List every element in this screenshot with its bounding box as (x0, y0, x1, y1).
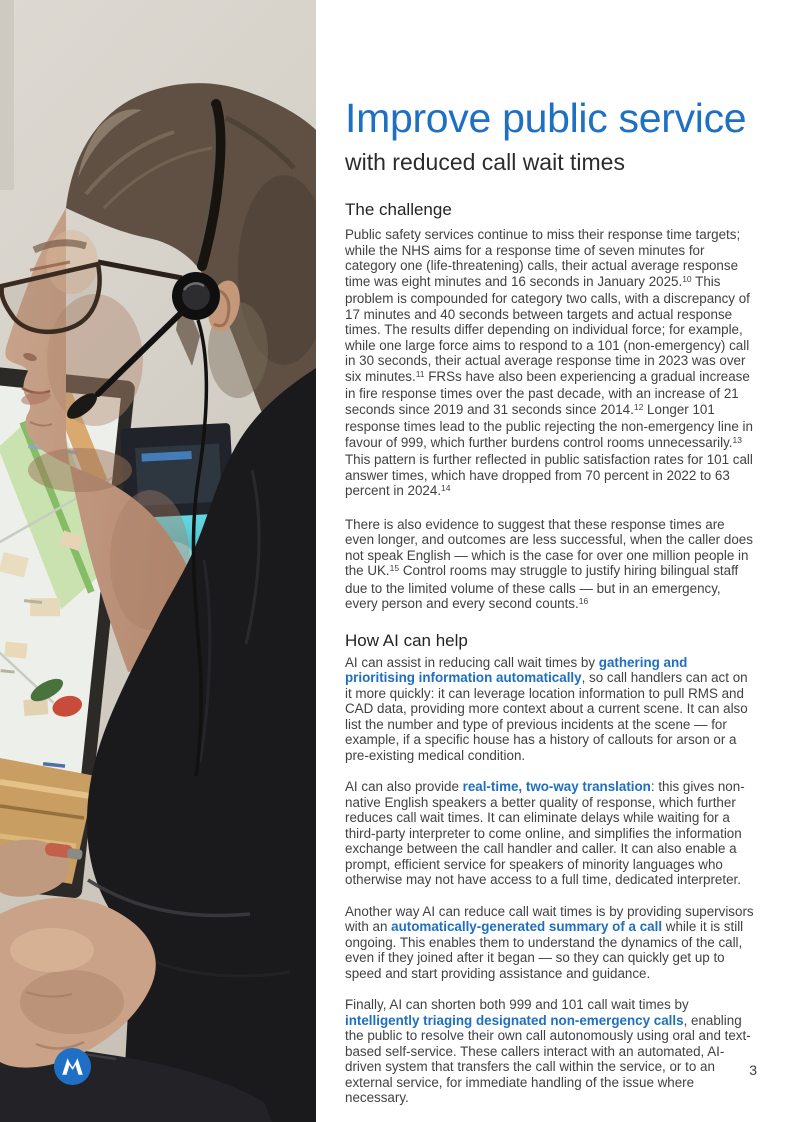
text-run: Finally, AI can shorten both 999 and 101 call wait times by (345, 997, 689, 1012)
text-run: There is also evidence to suggest that these response times are even longer, and outcomes are less successful, when the caller does not speak English — which is the case for over one million people in the UK. (345, 516, 753, 578)
operator-photo-illustration (0, 0, 316, 1122)
paragraph (345, 997, 757, 1106)
operator-photo (0, 0, 316, 1122)
highlighted-phrase: real-time, two-way translation (462, 779, 651, 794)
text-run: , enabling the public to resolve their own call autonomously using oral and text-based self-service. These callers interact with an automated, AI-driven system that transfers the call within the service, or to an external service, for immediate handling of the issue where necessary. (345, 1012, 751, 1105)
section-heading: The challenge (345, 200, 452, 219)
sections-container (345, 199, 757, 1106)
highlighted-phrase: automatically-generated summary of a call (391, 919, 663, 934)
page-subtitle: with reduced call wait times (345, 149, 625, 175)
paragraph (345, 904, 757, 982)
footnote-reference: 16 (578, 596, 589, 606)
footnote-reference: 11 (415, 368, 425, 379)
footnote-reference: 13 (732, 434, 742, 445)
text-run: This pattern is further reflected in public satisfaction rates for 101 call answer times, which have dropped from 70 percent in 2022 to 63 percent in 2024. (345, 452, 753, 498)
motorola-batwing-icon (54, 1048, 91, 1085)
highlighted-phrase: intelligently triaging designated non-emergency calls (345, 1012, 684, 1028)
footnote-reference: 12 (633, 401, 644, 412)
content-section (345, 199, 757, 614)
section-heading: How AI can help (345, 630, 468, 650)
paragraph (345, 779, 757, 888)
footnote-reference: 15 (389, 563, 400, 573)
paragraph (345, 227, 757, 501)
text-run: This problem is compounded for category two calls, with a discrepancy of 17 minutes and 40 seconds between targets and actual response times. The results differ depending on individual force; for example, while one large force aims to respond to a 101 (non-emergency) call in 30 seconds, their actual average response time in 2023 was over six minutes. (345, 273, 750, 384)
text-run: , so call handlers can act on it more quickly: it can leverage location information to pull RMS and CAD data, providing more context about a current scene. It can also list the number and type of previous incidents at the scene — for example, if a specific house has a history of callouts for arson or a pre-existing medical condition. (345, 670, 748, 763)
text-run: Public safety services continue to miss their response time targets; while the NHS aims for a response time of seven minutes for category one (life-threatening) calls, their actual average response time was eight minutes and 16 seconds in January 2025. (345, 227, 741, 289)
text-run: Control rooms may struggle to justify hiring bilingual staff due to the limited volume of these calls — but in an emergency, every person and every second counts. (345, 563, 739, 611)
page-title: Improve public service (345, 95, 747, 141)
text-run: : this gives non-native English speakers a better quality of response, which further reduces call wait times. It can eliminate delays while waiting for a third-party interpreter to come online, and simplifies the information exchange between the call handler and caller. It can also enable a prompt, efficient service for speakers of minority languages who otherwise may not have access to a full time, dedicated interpreter. (345, 779, 745, 887)
text-run: Another way AI can reduce call wait times is by providing supervisors with an (345, 903, 754, 934)
highlighted-phrase: gathering and prioritising information automatically (345, 654, 688, 685)
text-run: AI can also provide (345, 779, 463, 794)
text-run: Longer 101 response times lead to the public rejecting the non-emergency line in favour of 999, which further burdens control rooms unnecessarily. (345, 401, 753, 450)
footnote-reference: 10 (682, 273, 692, 284)
text-run: AI can assist in reducing call wait times by (345, 654, 599, 670)
motorola-logo (54, 1048, 91, 1085)
text-run: while it is still ongoing. This enables them to understand the dynamics of the call, even if they joined after it began — so they can quickly get up to speed and start providing assistance and guidance. (345, 919, 744, 981)
text-run: FRSs have also been experiencing a gradual increase in fire response times over the past decade, with an increase of 21 seconds since 2019 and 31 seconds since 2014. (345, 368, 750, 417)
paragraph (345, 517, 757, 614)
paragraph (345, 655, 757, 764)
content-section (345, 630, 757, 1106)
content-column (345, 95, 757, 1122)
page-number: 3 (749, 1062, 757, 1078)
footnote-reference: 14 (441, 483, 451, 493)
